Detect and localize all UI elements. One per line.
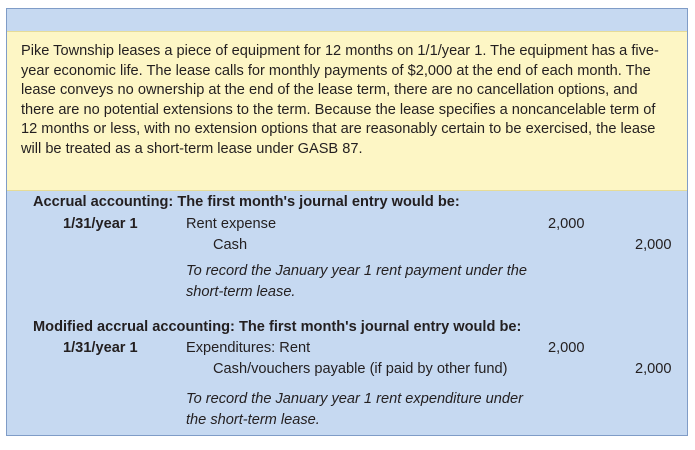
accrual-memo-line-2: short-term lease. (186, 284, 296, 300)
top-band (7, 9, 687, 31)
modified-debit-amount: 2,000 (548, 340, 585, 356)
accrual-credit-account: Cash (213, 237, 248, 253)
accrual-memo-line-1: To record the January year 1 rent payment under the (186, 263, 527, 279)
scenario-text: Pike Township leases a piece of equipment for 12 months on 1/1/year 1. The equipment has a five-year economic life. The lease calls for monthly payments of $2,000 at the end of each month. The lease conveys no ownership at the end of the lease term, there are no cancellation options, and there are no potential extensions to the term. Because the lease specifies a noncancelable term of 12 months or less, with no extension options that are reasonably certain to be exercised, the lease will be treated as a short-term lease under GASB 87. (21, 43, 659, 157)
modified-credit-account: Cash/vouchers payable (if paid by other fund) (213, 361, 508, 377)
modified-memo-line-1: To record the January year 1 rent expenditure under (186, 391, 523, 407)
accrual-credit-amount: 2,000 (635, 237, 672, 253)
scenario-panel (7, 31, 687, 191)
accrual-heading: Accrual accounting: The first month's journal entry would be: (33, 194, 460, 210)
accrual-entry-date: 1/31/year 1 (63, 216, 138, 232)
accrual-debit-amount: 2,000 (548, 216, 585, 232)
modified-entry-date: 1/31/year 1 (63, 340, 138, 356)
modified-memo-line-2: the short-term lease. (186, 412, 320, 428)
modified-heading: Modified accrual accounting: The first month's journal entry would be: (33, 319, 522, 335)
example-box (6, 8, 688, 436)
accrual-debit-account: Rent expense (186, 216, 277, 232)
modified-credit-amount: 2,000 (635, 361, 672, 377)
modified-debit-account: Expenditures: Rent (186, 340, 311, 356)
